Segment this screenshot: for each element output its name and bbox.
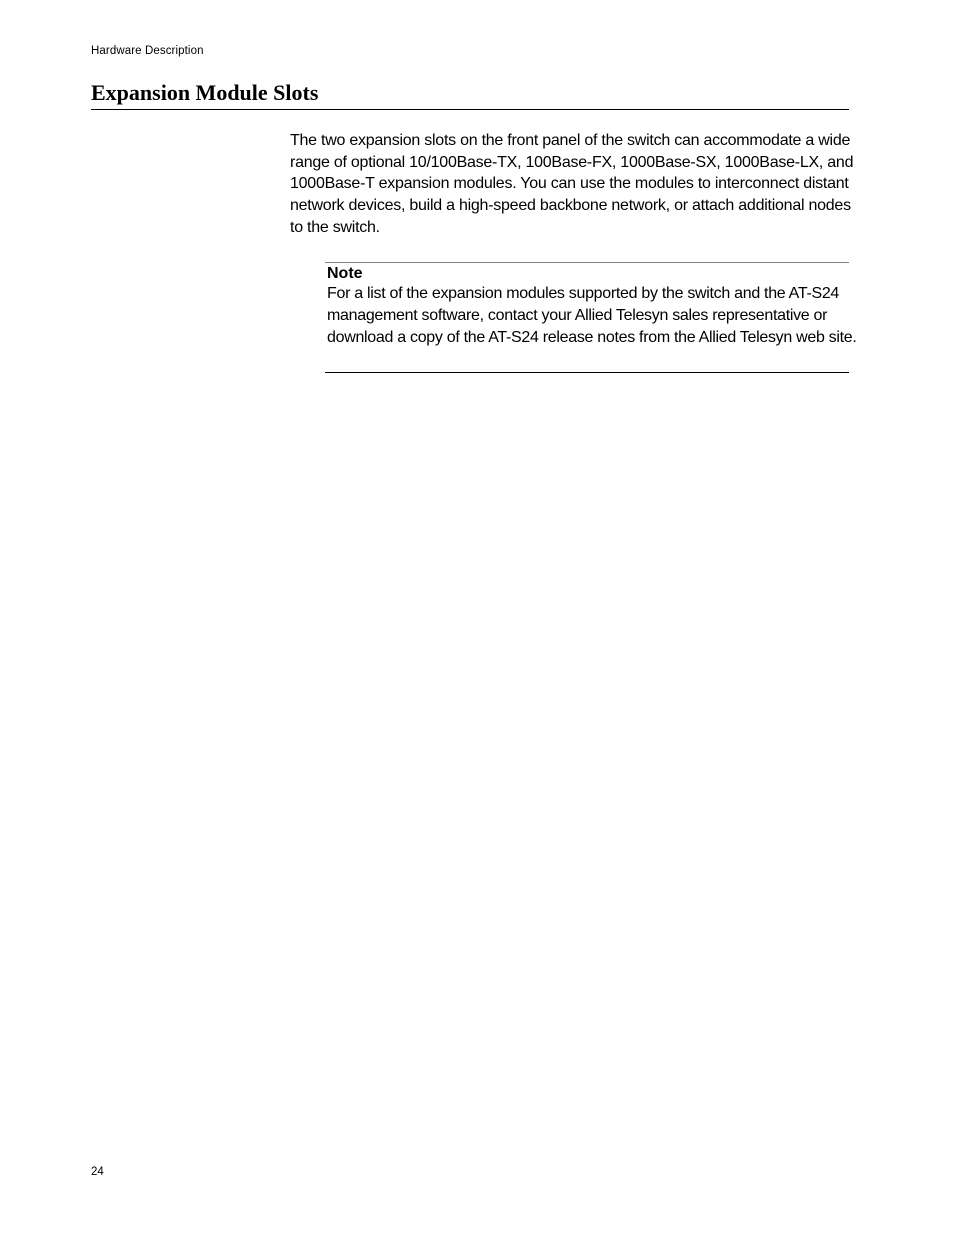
note-box <box>325 262 857 373</box>
title-rule <box>91 109 849 110</box>
running-header: Hardware Description <box>91 45 204 57</box>
section-title: Expansion Module Slots <box>91 80 319 105</box>
note-text: For a list of the expansion modules supported by the switch and the AT-S24 management software, contact your Allied Telesyn sales representative or download a copy of the AT-S24 release notes from the Allied Telesyn web site. <box>327 285 857 346</box>
page-number: 24 <box>91 1166 104 1178</box>
note-label: Note <box>327 265 363 282</box>
body-paragraph: The two expansion slots on the front panel of the switch can accommodate a wide range of optional 10/100Base-TX, 100Base-FX, 1000Base-SX, 1000Base-LX, and 1000Base-T expansion modules. You can use the modules to interconnect distant network devices, build a high-speed backbone network, or attach additional nodes to the switch. <box>290 132 854 236</box>
